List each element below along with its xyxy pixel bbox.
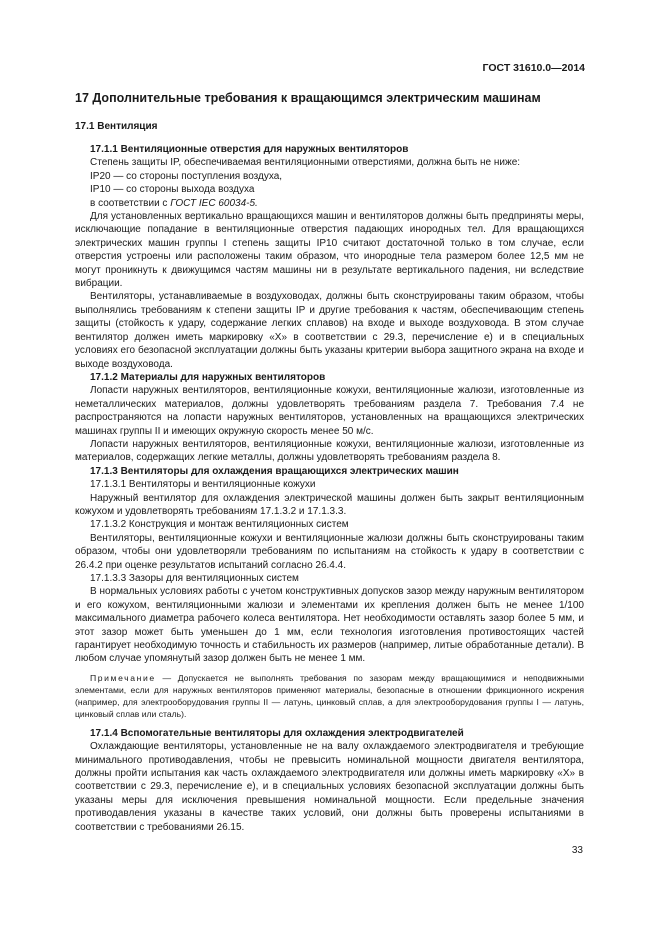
paragraph: Наружный вентилятор для охлаждения электрической машины должен быть закрыт вентиляционным кожухом и удовлетворять требованиям 17.1.3.2 и 17.1.3.3.: [75, 492, 584, 517]
paragraph: Вентиляторы, устанавливаемые в воздуховодах, должны быть сконструированы таким образом, чтобы выполнялись требованиям к степени защиты IP и другие требования к частям, обеспечивающим степень защиты (стойкость к удару, содержание легких сплавов) на входе и выходе воздуховода. В этом случае вентилятор должен иметь маркировку «X» в соответствии с 29.3, перечисление е) и в специальных условиях его безопасной эксплуатации должны быть указаны критерии выбора защитного экрана на входе и выходе воздуховода.: [75, 291, 584, 370]
clause-title-17-1-1: 17.1.1 Вентиляционные отверстия для наружных вентиляторов: [90, 144, 409, 155]
paragraph: [75, 197, 584, 210]
clause-title-17-1-3-3: 17.1.3.3 Зазоры для вентиляционных систем: [90, 573, 299, 584]
clause-title-17-1-3-1: 17.1.3.1 Вентиляторы и вентиляционные кожухи: [90, 479, 316, 491]
paragraph: В нормальных условиях работы с учетом конструктивных допусков зазор между наружным вентилятором и его кожухом, вентиляционными жалюзи и элементами их крепления должен быть не менее 1/100 максимального диаметра рабочего колеса вентилятора. Нет необходимости оставлять зазор более 5 мм, и этот зазор может быть уменьшен до 1 мм, если технология изготовления противостоящих частей гарантирует необходимую точность и стабильность их размеров (например, литые обработанные детали). В любом случае упомянутый зазор должен быть не менее 1 мм.: [75, 586, 584, 665]
paragraph: Лопасти наружных вентиляторов, вентиляционные кожухи, вентиляционные жалюзи, изготовленные из неметаллических материалов, должны удовлетворять требованиям раздела 7. Требования 7.4 не распространяются на лопасти наружных вентиляторов, установленных на вращающихся электрических машинах группы II и имеющих окружную скорость менее 50 м/с.: [75, 385, 584, 437]
standard-reference: ГОСТ IEC 60034-5.: [170, 197, 258, 209]
list-item: IP10 — со стороны выхода воздуха: [90, 184, 255, 196]
clause-title-17-1-3: 17.1.3 Вентиляторы для охлаждения вращающихся электрических машин: [90, 465, 459, 477]
clause-title-17-1-2: 17.1.2 Материалы для наружных вентиляторов: [90, 371, 326, 383]
list-item: IP20 — со стороны поступления воздуха,: [90, 170, 283, 182]
paragraph: Вентиляторы, вентиляционные кожухи и вентиляционные жалюзи должны быть сконструированы таким образом, чтобы они удовлетворяли требованиям по испытаниям на стойкость к удару в соответствии с 26.4.2 при оценке результатов испытаний согласно 26.4.4.: [75, 532, 584, 571]
paragraph: Для установленных вертикально вращающихся машин и вентиляторов должны быть предприняты меры, исключающие попадание в вентиляционные отверстия падающих инородных тел. Для вращающихся электрических машин группы I степень защиты IP10 считают достаточной только в том случае, если отверстия устроены или расположены таким образом, что инородные тела размером более 12,5 мм не могут проникнуть к движущимся частям машины ни в результате вертикального падения, ни вследствие вибрации.: [75, 211, 584, 290]
note-text: — Допускается не выполнять требования по зазорам между вращающимися и неподвижными элементами, если для наружных вентиляторов применяют материалы, безопасные в отношении фрикционного искрения (например, для электрооборудования группы II — латунь, цинковый сплав, а для электрооборудования группы I — латунь, цинковый сплав или сталь).: [75, 672, 584, 719]
paragraph: Охлаждающие вентиляторы, установленные не на валу охлаждаемого электродвигателя и требующие минимального противодавления, чтобы не превысить номинальной мощности двигателя вентилятора, должны пройти испытания как часть охлаждаемого электродвигателя или должны иметь маркировку «X» в соответствии с 29.3, перечисление е), и в специальных условиях безопасной эксплуатации должны быть указаны меры для исключения превышения номинальной мощности. Если предельные значения противодавления указаны в качестве таких условий, они должны быть проверены испытаниями в соответствии с требованиями 26.15.: [75, 741, 584, 833]
subsection-title-17-1: 17.1 Вентиляция: [75, 121, 158, 132]
note: [75, 672, 584, 720]
note-label: Примечание: [90, 672, 156, 683]
document-id: ГОСТ 31610.0—2014: [482, 62, 585, 74]
text: в соответствии с: [90, 197, 171, 209]
clause-title-17-1-4: 17.1.4 Вспомогательные вентиляторы для охлаждения электродвигателей: [90, 727, 464, 739]
paragraph: Лопасти наружных вентиляторов, вентиляционные кожухи, вентиляционные жалюзи, изготовленные из материалов, содержащих легкие металлы, должны удовлетворять требованиям раздела 8.: [75, 438, 584, 464]
section-title: 17 Дополнительные требования к вращающимся электрическим машинам: [75, 91, 541, 105]
clause-title-17-1-3-2: 17.1.3.2 Конструкция и монтаж вентиляционных систем: [90, 519, 349, 531]
content: [75, 90, 584, 834]
paragraph: Степень защиты IP, обеспечиваемая вентиляционными отверстиями, должна быть не ниже:: [90, 157, 521, 169]
page-number: 33: [571, 845, 583, 856]
